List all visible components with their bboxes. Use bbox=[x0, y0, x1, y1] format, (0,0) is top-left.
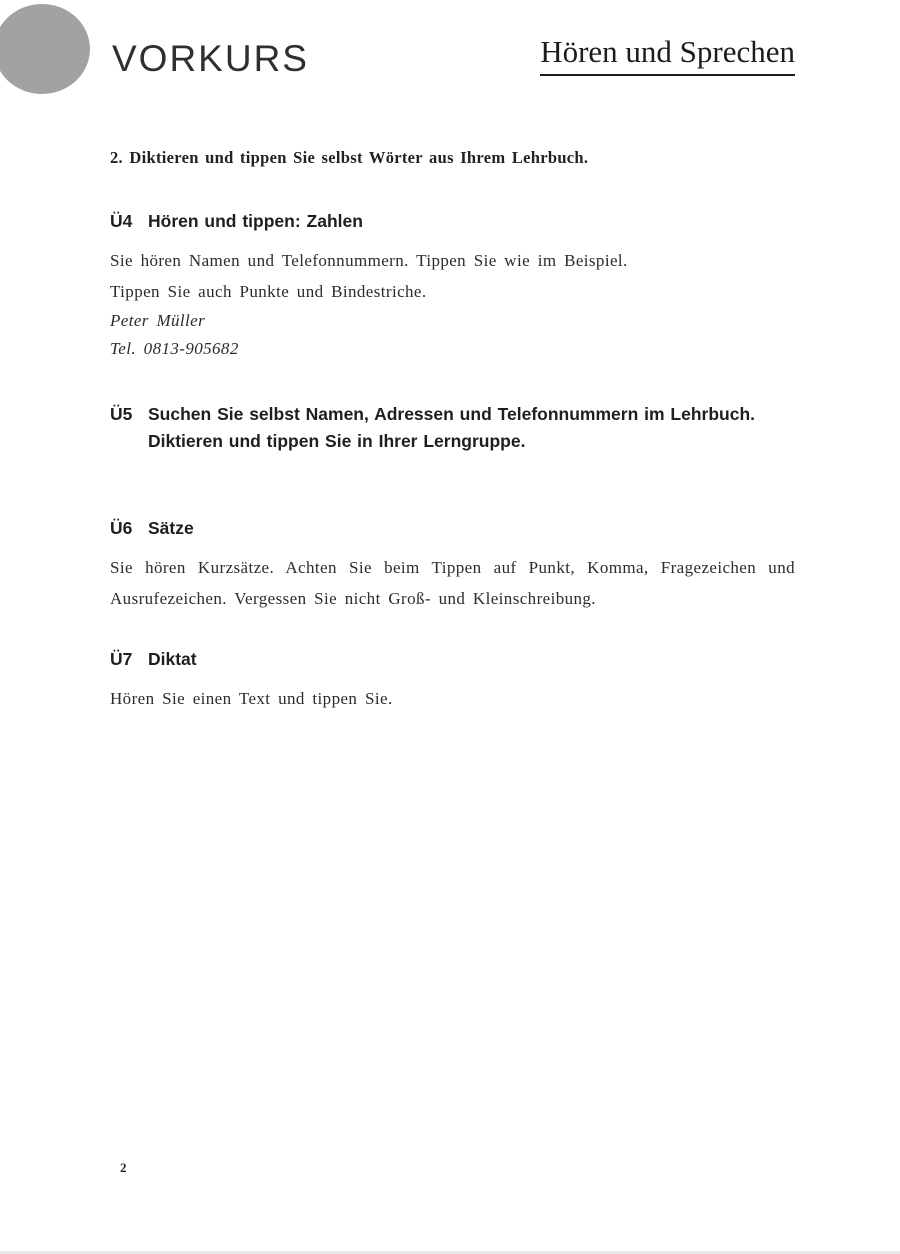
exercise-u7-title: Diktat bbox=[148, 649, 197, 669]
exercise-u7-paragraph: Hören Sie einen Text und tippen Sie. bbox=[110, 689, 393, 708]
intro-item-2: 2. Diktieren und tippen Sie selbst Wörter aus Ihrem Lehrbuch. bbox=[110, 148, 589, 167]
exercise-u5-instruction-line-2: Diktieren und tippen Sie in Ihrer Lerngruppe. bbox=[148, 431, 526, 451]
exercise-u4-text-line-2: Tippen Sie auch Punkte und Bindestriche. bbox=[110, 282, 427, 301]
exercise-u4-example-phone: Tel. 0813-905682 bbox=[110, 339, 239, 358]
exercise-u5-instruction-line-1: Suchen Sie selbst Namen, Adressen und Telefonnummern im Lehrbuch. bbox=[148, 404, 756, 424]
exercise-u5-heading bbox=[110, 401, 795, 428]
exercise-u7-heading bbox=[110, 646, 795, 673]
chapter-title: Hören und Sprechen bbox=[540, 34, 795, 76]
exercise-u7-id: Ü7 bbox=[110, 649, 133, 669]
exercise-u4 bbox=[110, 208, 795, 363]
exercise-u6-paragraph: Sie hören Kurzsätze. Achten Sie beim Tippen auf Punkt, Komma, Fragezeichen und Ausrufezeichen. Vergessen Sie nicht Groß- und Kleinschreibung. bbox=[110, 558, 795, 608]
exercise-u4-text-line-1: Sie hören Namen und Telefonnummern. Tippen Sie wie im Beispiel. bbox=[110, 251, 628, 270]
exercise-u5-heading-continued bbox=[110, 428, 795, 455]
exercise-u4-example-name: Peter Müller bbox=[110, 311, 206, 330]
exercise-u5 bbox=[110, 401, 795, 455]
page-header bbox=[112, 34, 795, 77]
exercise-u6-heading bbox=[110, 515, 795, 542]
exercise-u4-id: Ü4 bbox=[110, 211, 133, 231]
page-number: 2 bbox=[120, 1160, 127, 1175]
exercise-u6-title: Sätze bbox=[148, 518, 194, 538]
corner-circle-decoration bbox=[0, 4, 90, 94]
exercise-u6 bbox=[110, 515, 795, 614]
exercise-u7 bbox=[110, 646, 795, 714]
exercise-u5-id: Ü5 bbox=[110, 404, 133, 424]
course-label: VORKURS bbox=[112, 38, 309, 79]
page-content bbox=[110, 148, 795, 714]
exercise-u4-title: Hören und tippen: Zahlen bbox=[148, 211, 363, 231]
exercise-u6-id: Ü6 bbox=[110, 518, 133, 538]
exercise-u4-heading bbox=[110, 208, 795, 235]
